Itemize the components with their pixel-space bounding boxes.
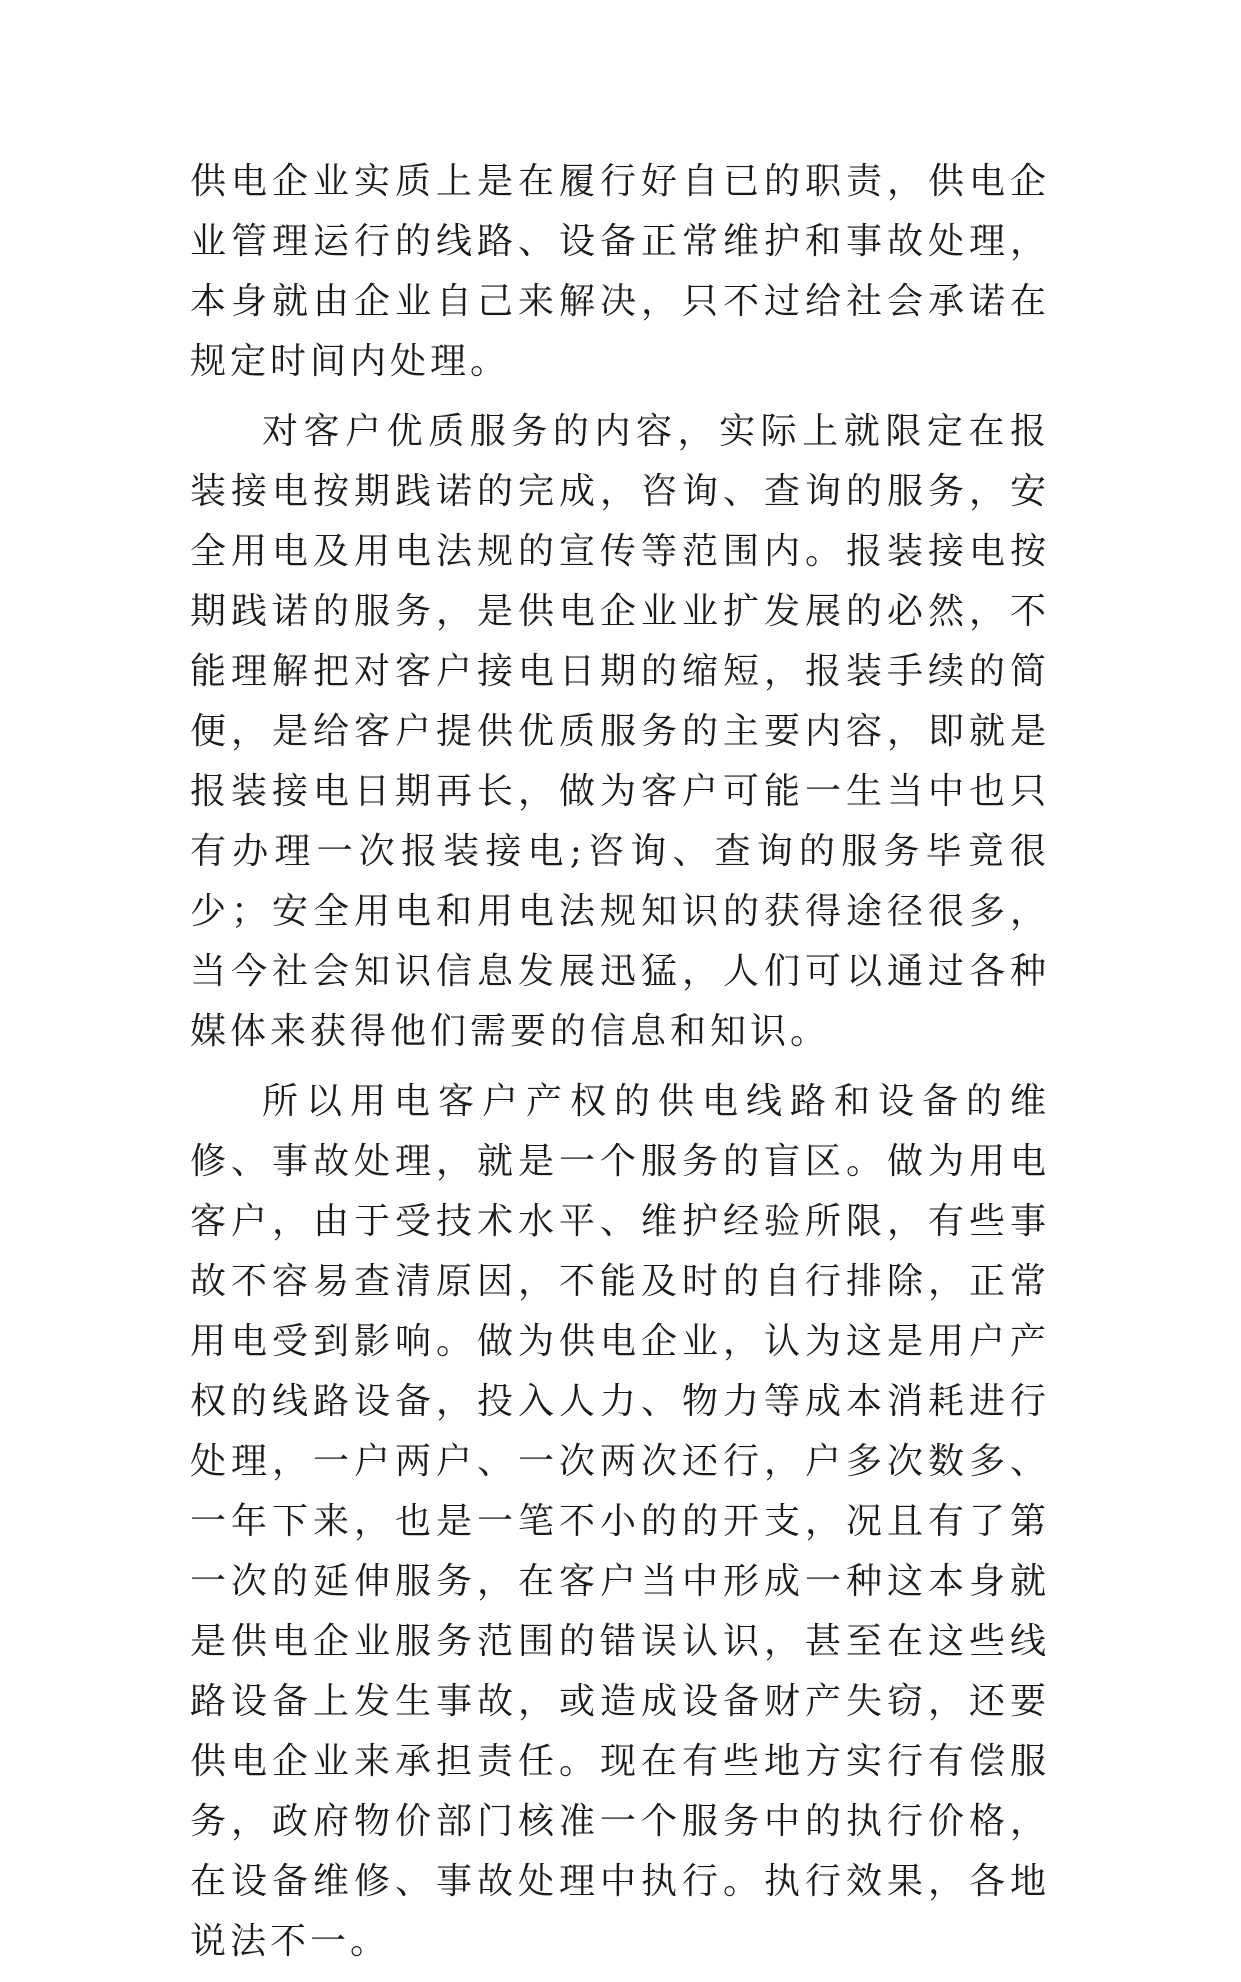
paragraph-1: 供电企业实质上是在履行好自已的职责，供电企业管理运行的线路、设备正常维护和事故处理，本身就由企业自己来解决，只不过给社会承诺在规定时间内处理。 xyxy=(190,161,1050,382)
paragraph-2: 对客户优质服务的内容，实际上就限定在报装接电按期践诺的完成，咨询、查询的服务，安全用电及用电法规的宣传等范围内。报装接电按期践诺的服务，是供电企业业扩发展的必然，不能理解把对客户接电日期的缩短，报装手续的简便，是给客户提供优质服务的主要内容，即就是报装接电日期再长，做为客户可能一生当中也只有办理一次报装接电;咨询、查询的服务毕竟很少；安全用电和用电法规知识的获得途径很多，当今社会知识信息发展迅猛，人们可以通过各种媒体来获得他们需要的信息和知识。 xyxy=(190,411,1050,1052)
document-body xyxy=(190,152,1050,1982)
paragraph-3: 所以用电客户产权的供电线路和设备的维修、事故处理，就是一个服务的盲区。做为用电客户，由于受技术水平、维护经验所限，有些事故不容易查清原因，不能及时的自行排除，正常用电受到影响。做为供电企业，认为这是用户产权的线路设备，投入人力、物力等成本消耗进行处理，一户两户、一次两次还行，户多次数多、一年下来，也是一笔不小的的开支，况且有了第一次的延伸服务，在客户当中形成一种这本身就是供电企业服务范围的错误认识，甚至在这些线路设备上发生事故，或造成设备财产失窃，还要供电企业来承担责任。现在有些地方实行有偿服务，政府物价部门核准一个服务中的执行价格，在设备维修、事故处理中执行。执行效果，各地说法不一。 xyxy=(190,1081,1050,1962)
